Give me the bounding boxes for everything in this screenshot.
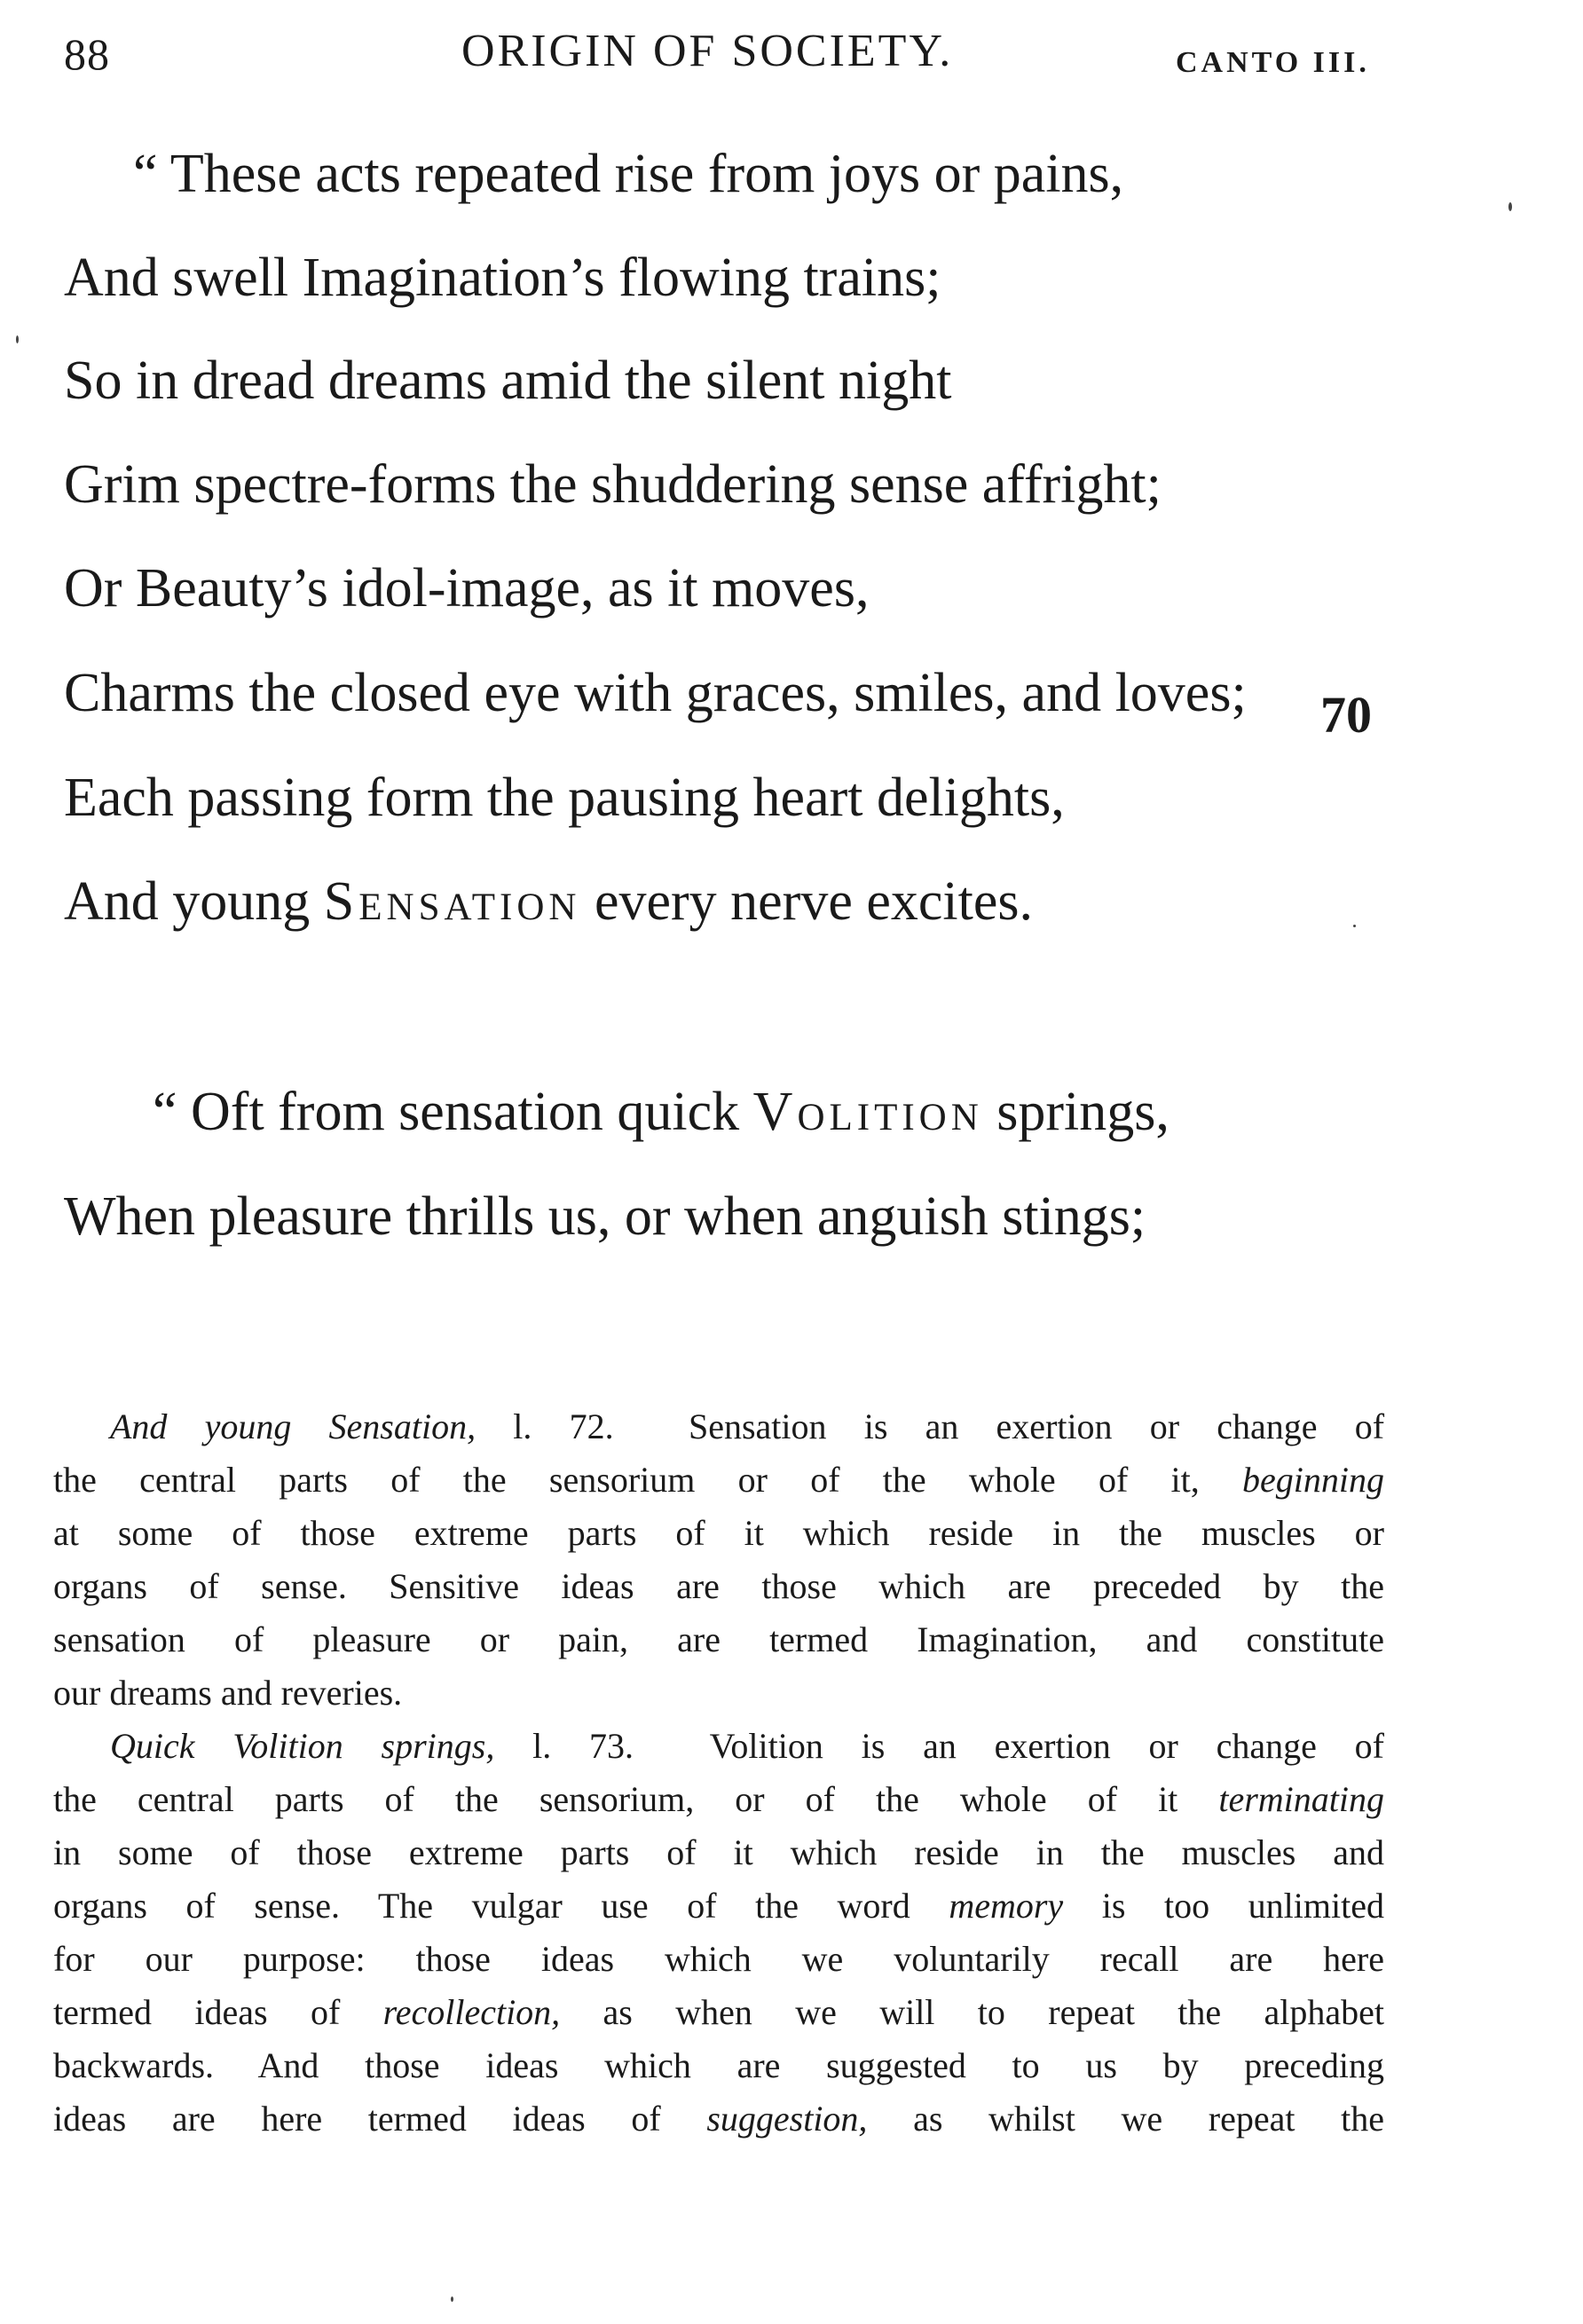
note2-line4 [53,1879,1384,1933]
note1-line1 [53,1400,1384,1453]
note2-text1: Volition is an exertion or change of [709,1726,1384,1766]
note2-text4: organs of sense. The vulgar use of the word [53,1886,949,1926]
note2-recollection: recollection, [382,1992,561,2032]
note1-text1: Sensation is an exertion or change of [688,1406,1385,1446]
note2-text8: ideas are here termed ideas of [53,2099,707,2139]
canto-label: CANTO III. [1176,46,1370,79]
note2-text6-tail: as when we will to repeat the alphabet [560,1992,1384,2032]
note1-line5: sensation of pleasure or pain, are termed Imagination, and constitute [53,1619,1384,1659]
note2-line5: for our purpose: those ideas which we voluntarily recall are here [53,1939,1384,1979]
note2-line3: in some of those extreme parts of it which reside in the muscles and [53,1832,1384,1872]
note1-line4: organs of sense. Sensitive ideas are those which are preceded by the [53,1566,1384,1606]
volition-word: Volition [752,1082,983,1142]
sensation-word: Sensation [323,871,581,932]
verse-line-5: Or Beauty’s idol-image, as it moves, [64,558,870,618]
note2-text4-tail: is too unlimited [1063,1886,1384,1926]
verse-line-8 [64,871,1033,932]
running-title: ORIGIN OF SOCIETY. [461,26,954,76]
note1-line3: at some of those extreme parts of it which reside in the muscles or [53,1513,1384,1553]
verse-line-2: And swell Imagination’s flowing trains; [64,248,941,308]
verse-line-1: “ These acts repeated rise from joys or pains, [133,144,1124,204]
note2-text6: termed ideas of [53,1992,383,2032]
note2-line6 [53,1986,1384,2039]
paper-speck [451,2296,453,2302]
note1-ref: l. 72. [476,1406,614,1446]
note2-memory: memory [949,1886,1064,1926]
verse-line-10: When pleasure thrills us, or when anguish stings; [64,1186,1146,1247]
note1-lemma: And young Sensation, [110,1406,476,1446]
verse-line-8-head: And young [64,871,324,932]
note1-beginning: beginning [1242,1460,1385,1500]
paper-speck [1508,202,1512,211]
note1-line2 [53,1453,1384,1507]
note1-line6: our dreams and reveries. [53,1673,403,1713]
paper-speck [16,335,19,343]
paper-speck [1353,925,1356,927]
note2-line8 [53,2092,1384,2146]
verse-line-6: Charms the closed eye with graces, smiles, and loves; [64,663,1247,723]
verse-line-4: Grim spectre-forms the shuddering sense affright; [64,454,1162,515]
verse-line-7: Each passing form the pausing heart delights, [64,768,1065,828]
verse-line-9 [153,1082,1170,1142]
note2-suggestion: suggestion, [706,2099,868,2139]
note2-line2 [53,1773,1384,1826]
page-number: 88 [64,29,110,79]
note2-ref: l. 73. [494,1726,634,1766]
verse-line-3: So in dread dreams amid the silent night [64,351,952,411]
note2-line7: backwards. And those ideas which are suggested to us by preceding [53,2045,1384,2085]
note2-terminating: terminating [1218,1779,1384,1819]
footnotes [53,1400,1384,2146]
note2-lemma: Quick Volition springs, [110,1726,495,1766]
line-number: 70 [1320,686,1372,744]
note2-text2: the central parts of the sensorium, or of the whole of it [53,1779,1219,1819]
verse-line-9-tail: springs, [982,1082,1170,1142]
verse-line-9-head: “ Oft from sensation quick [153,1082,753,1142]
note1-text2: the central parts of the sensorium or of the whole of it, [53,1460,1200,1500]
note2-line1 [53,1720,1384,1773]
verse-line-8-tail: every nerve excites. [580,871,1033,932]
note2-text8-tail: as whilst we repeat the [867,2099,1384,2139]
